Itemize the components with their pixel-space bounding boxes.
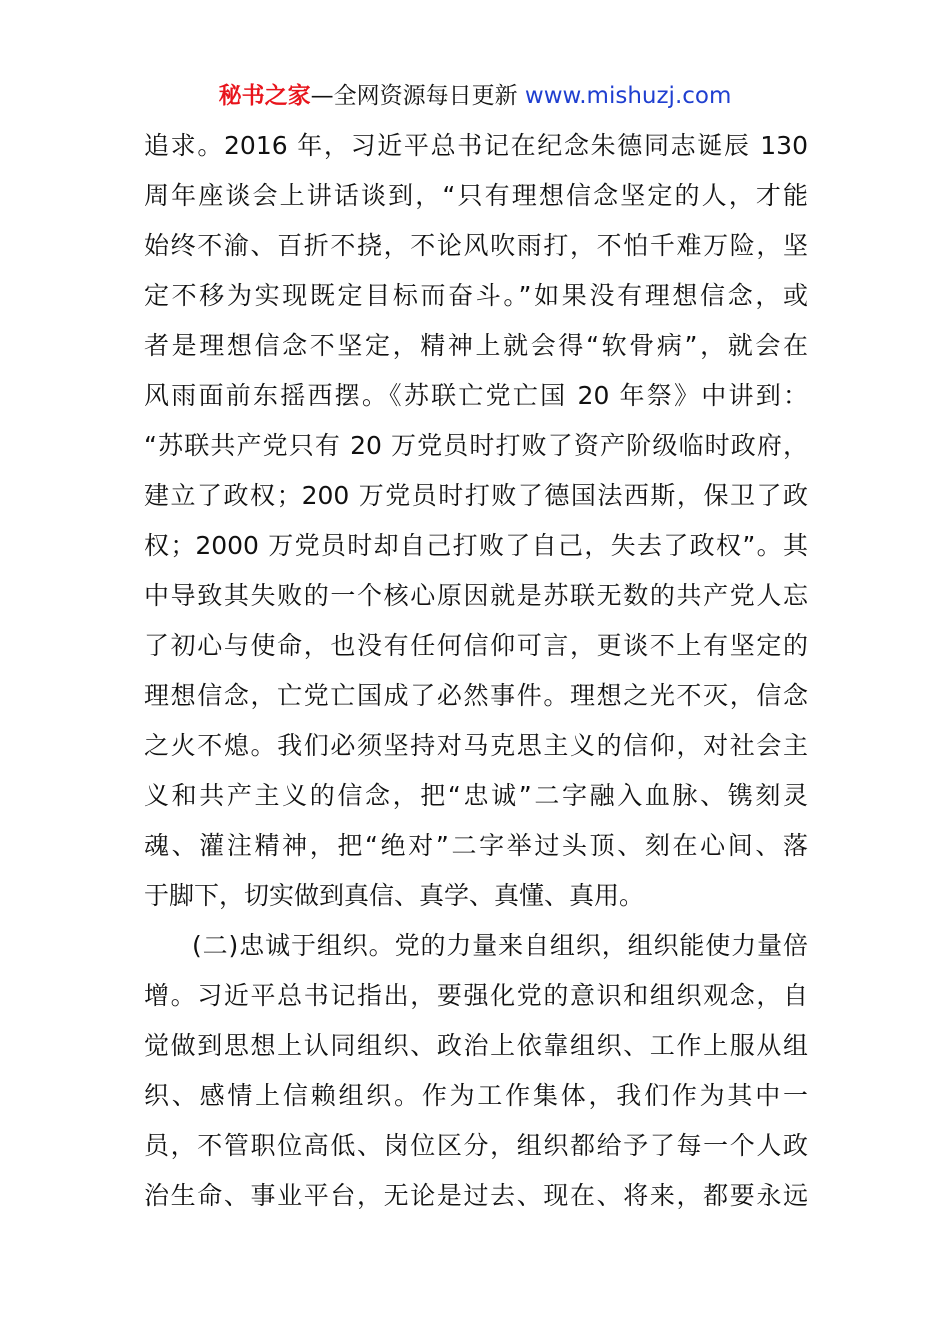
text-line: 于脚下，切实做到真信、真学、真懂、真用。 [144, 881, 645, 910]
document-body [144, 121, 808, 1221]
text-line: 觉做到思想上认同组织、政治上依靠组织、工作上服从组 [144, 1031, 808, 1060]
text-line: 之火不熄。我们必须坚持对马克思主义的信仰，对社会主 [144, 731, 808, 760]
text-line: 建立了政权；200 万党员时打败了德国法西斯，保卫了政 [144, 481, 808, 510]
site-url[interactable]: www.mishuzj.com [524, 83, 732, 109]
text-line: 定不移为实现既定目标而奋斗。”如果没有理想信念，或 [144, 281, 808, 310]
text-line: 增。习近平总书记指出，要强化党的意识和组织观念，自 [144, 981, 808, 1010]
site-header [0, 80, 950, 112]
brand-name: 秘书之家 [218, 83, 311, 109]
text-line: 中导致其失败的一个核心原因就是苏联无数的共产党人忘 [144, 581, 808, 610]
text-line: 员，不管职位高低、岗位区分，组织都给予了每一个人政 [144, 1131, 808, 1160]
text-line: 风雨面前东摇西摆。《苏联亡党亡国 20 年祭》中讲到： [144, 381, 808, 410]
text-line: 者是理想信念不坚定，精神上就会得“软骨病”，就会在 [144, 331, 808, 360]
section-heading-line: (二)忠诚于组织。党的力量来自组织，组织能使力量倍 [192, 931, 808, 960]
text-line: 始终不渝、百折不挠，不论风吹雨打，不怕千难万险，坚 [144, 231, 808, 260]
text-line: 治生命、事业平台，无论是过去、现在、将来，都要永远 [144, 1181, 808, 1210]
text-line: 了初心与使命，也没有任何信仰可言，更谈不上有坚定的 [144, 631, 808, 660]
text-line: 权；2000 万党员时却自己打败了自己，失去了政权”。其 [144, 531, 808, 560]
text-line: 周年座谈会上讲话谈到，“只有理想信念坚定的人，才能 [144, 181, 808, 210]
text-line: 织、感情上信赖组织。作为工作集体，我们作为其中一 [144, 1081, 808, 1110]
text-line: “苏联共产党只有 20 万党员时打败了资产阶级临时政府， [144, 431, 808, 460]
text-line: 义和共产主义的信念，把“忠诚”二字融入血脉、镌刻灵 [144, 781, 808, 810]
text-line: 追求。2016 年，习近平总书记在纪念朱德同志诞辰 130 [144, 131, 808, 160]
header-tagline: —全网资源每日更新 [310, 83, 525, 109]
text-line: 魂、灌注精神，把“绝对”二字举过头顶、刻在心间、落 [144, 831, 808, 860]
text-line: 理想信念，亡党亡国成了必然事件。理想之光不灭，信念 [144, 681, 808, 710]
